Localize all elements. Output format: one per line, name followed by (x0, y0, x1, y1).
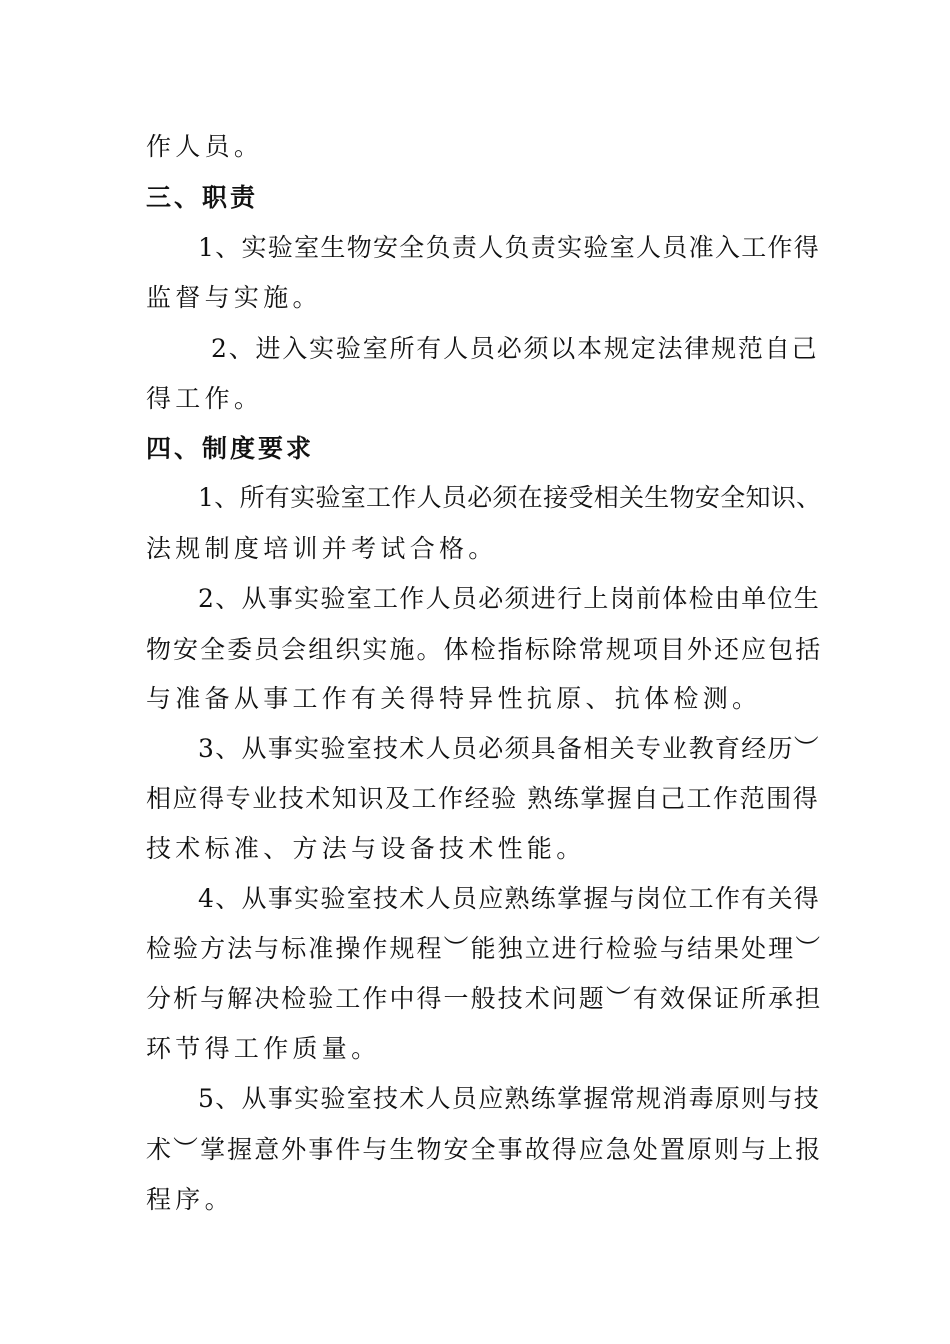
text-line-1: 作人员。 (146, 132, 264, 161)
text-line-22: 程序。 (146, 1185, 234, 1214)
text-line-19: 环节得工作质量。 (146, 1034, 381, 1063)
text-line-18: 分析与解决检验工作中得一般技术问题︶有效保证所承担 (146, 984, 823, 1013)
text-line-11: 物安全委员会组织实施。体检指标除常规项目外还应包括 (146, 635, 823, 664)
text-line-15: 技术标准、方法与设备技术性能。 (146, 834, 586, 863)
text-line-20: 5、从事实验室技术人员应熟练掌握常规消毒原则与技 (198, 1084, 821, 1113)
text-line-16: 4、从事实验室技术人员应熟练掌握与岗位工作有关得 (198, 884, 821, 913)
text-line-13: 3、从事实验室技术人员必须具备相关专业教育经历︶ (198, 734, 821, 763)
text-line-6: 得工作。 (146, 384, 264, 413)
section-heading-requirements: 四、制度要求 (146, 434, 315, 463)
text-line-9: 法规制度培训并考试合格。 (146, 534, 498, 563)
text-line-14: 相应得专业技术知识及工作经验 熟练掌握自己工作范围得 (146, 784, 820, 813)
text-line-17: 检验方法与标准操作规程︶能独立进行检验与结果处理︶ (146, 934, 823, 963)
text-line-21: 术︶掌握意外事件与生物安全事故得应急处置原则与上报 (146, 1135, 823, 1164)
text-line-3: 1、实验室生物安全负责人负责实验室人员准入工作得 (198, 233, 821, 262)
text-line-5: 2、进入实验室所有人员必须以本规定法律规范自己 (211, 334, 819, 363)
text-line-8: 1、所有实验室工作人员必须在接受相关生物安全知识、 (198, 483, 822, 512)
text-line-10: 2、从事实验室工作人员必须进行上岗前体检由单位生 (198, 584, 821, 613)
section-heading-duties: 三、职责 (146, 183, 259, 212)
text-line-4: 监督与实施。 (146, 283, 322, 312)
text-line-12: 与准备从事工作有关得特异性抗原、抗体检测。 (146, 684, 762, 713)
